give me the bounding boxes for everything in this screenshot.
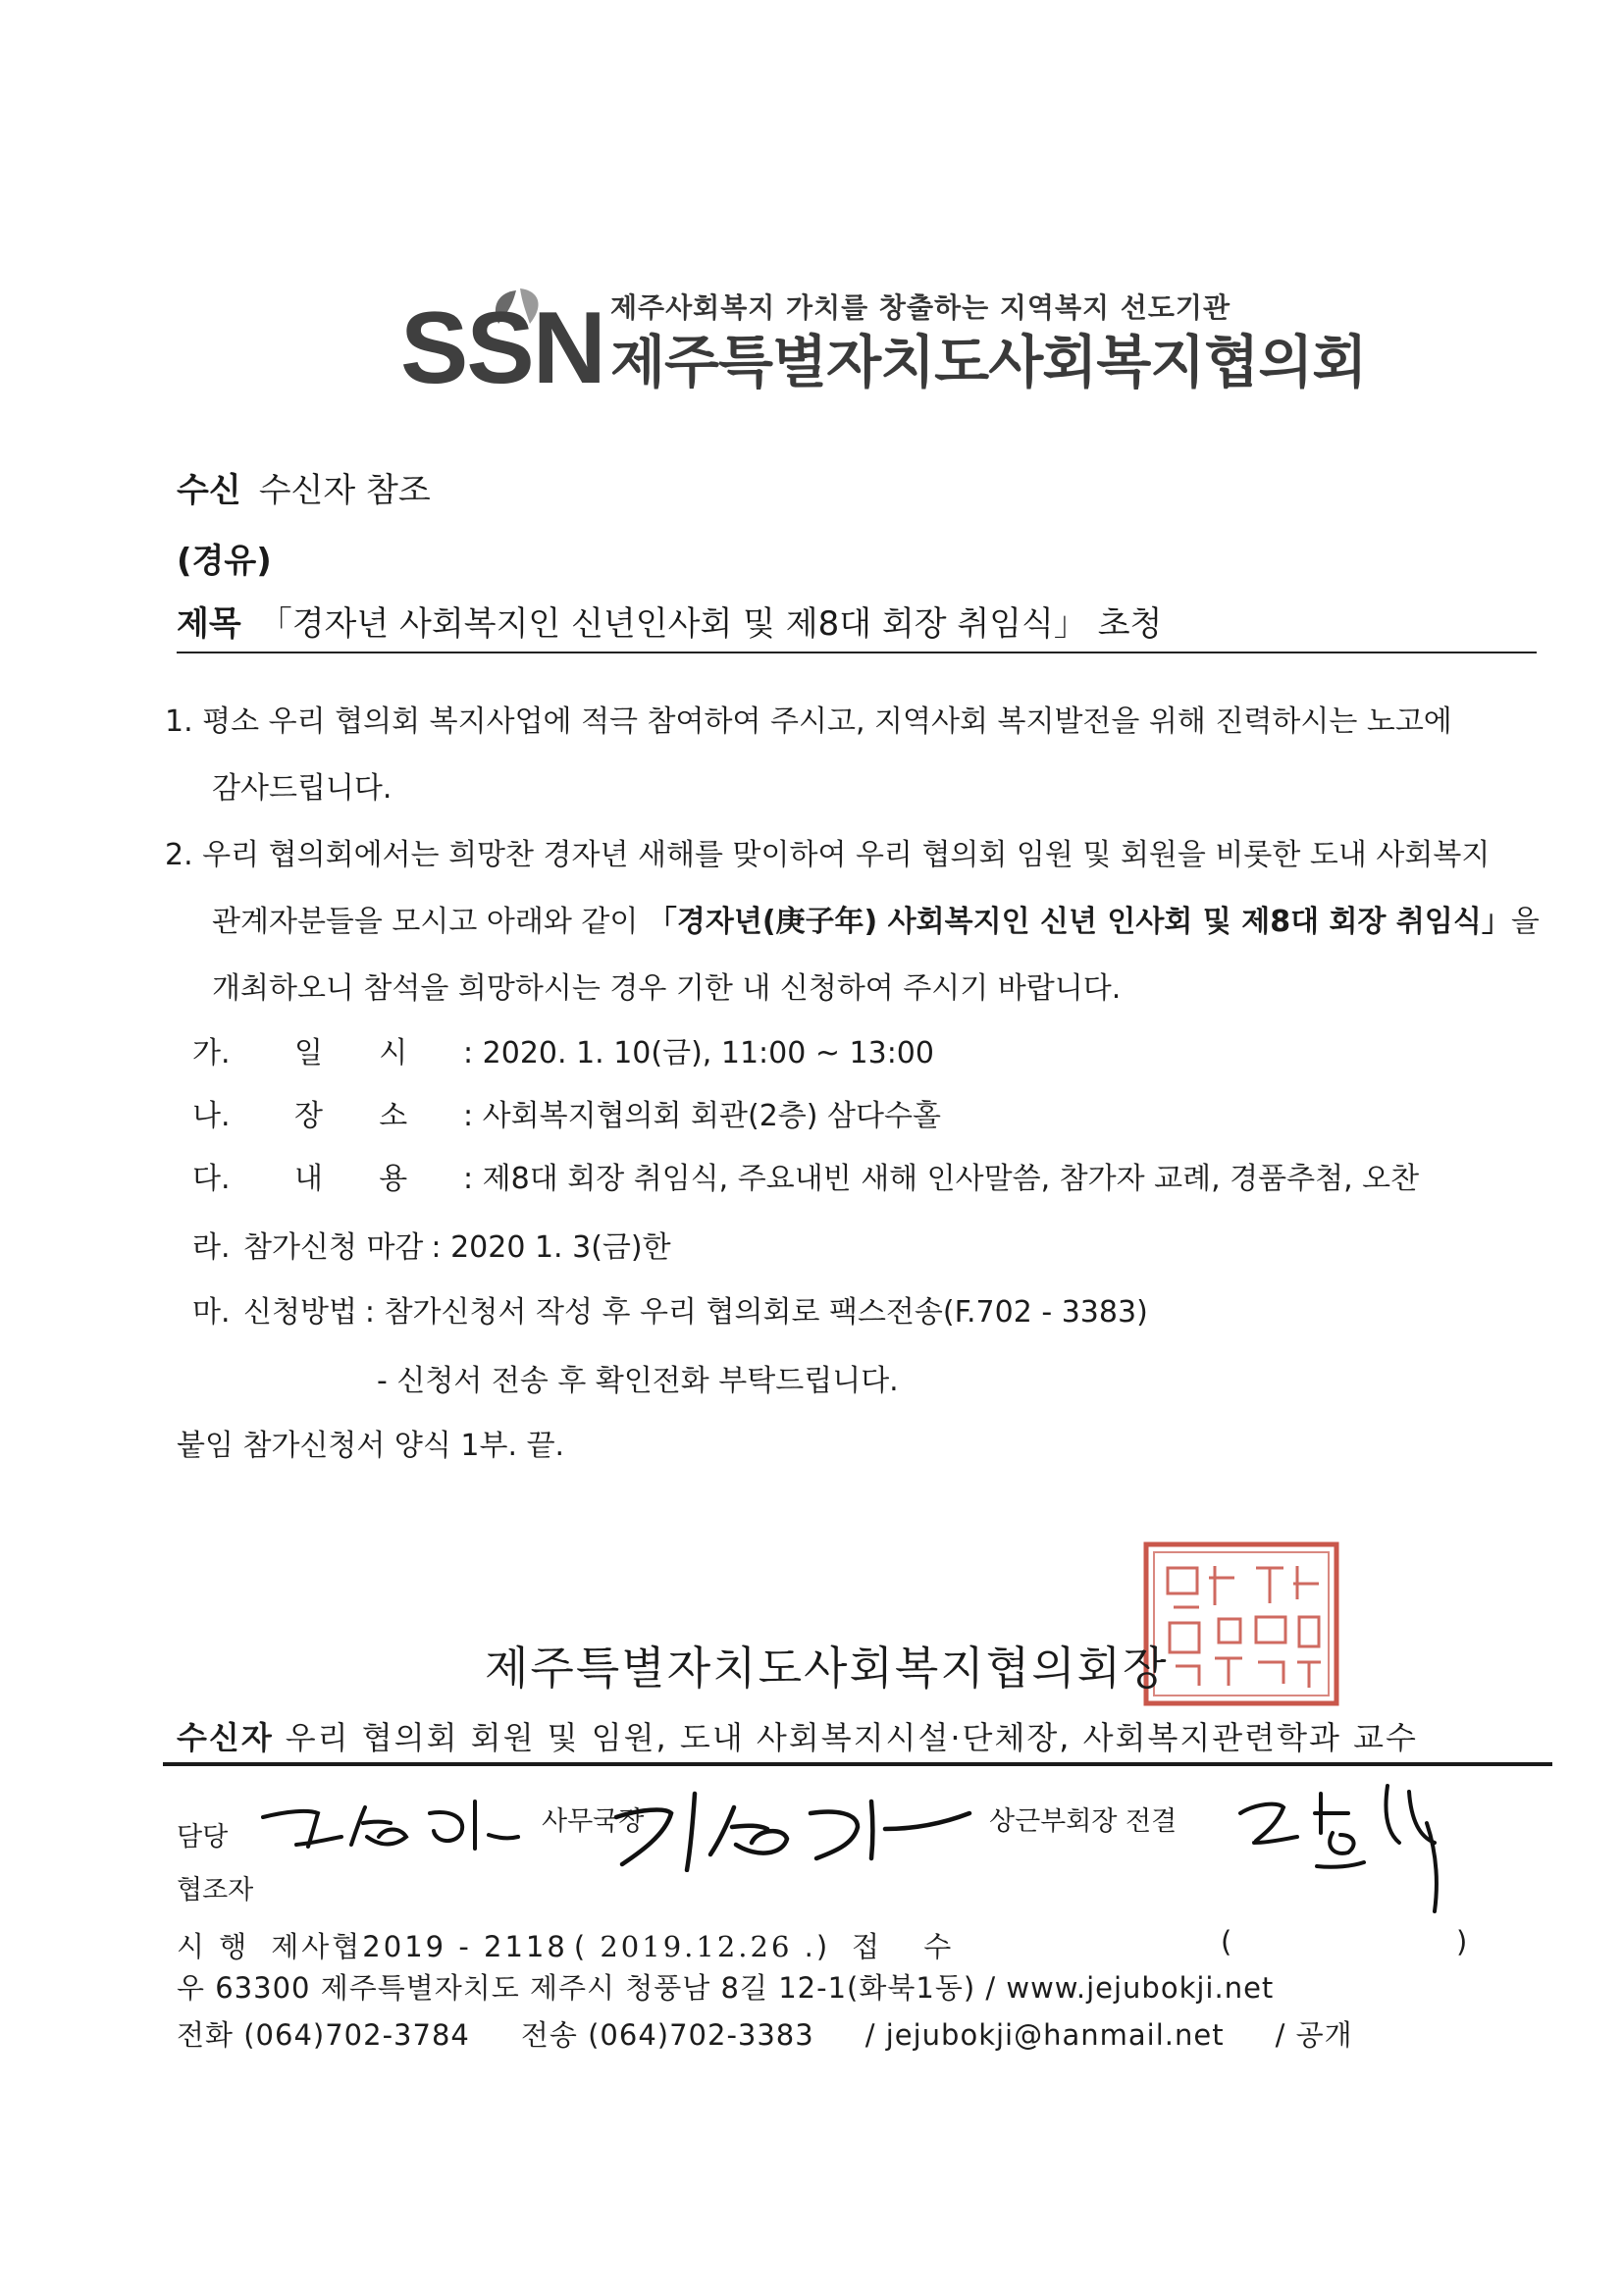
contact-line bbox=[177, 2013, 1353, 2054]
item-marker: 가. bbox=[192, 1036, 231, 1070]
signature-vicechair bbox=[1227, 1774, 1462, 1921]
subject-value: 「경자년 사회복지인 신년인사회 및 제8대 회장 취임식」 초청 bbox=[258, 604, 1163, 644]
event-title: 「경자년(庚子年) 사회복지인 신년 인사회 및 제8대 회장 취임식」 bbox=[647, 905, 1511, 939]
subject-row bbox=[177, 602, 1162, 646]
logo-text: SSN bbox=[400, 291, 604, 405]
document-number: 제사협2019 - 2118 bbox=[271, 1930, 568, 1963]
item-value: : 제8대 회장 취임식, 주요내빈 새해 인사말씀, 참가자 교례, 경품추첨, 오찬 bbox=[463, 1162, 1420, 1196]
signature-director bbox=[601, 1784, 973, 1872]
item-key: 참가신청 마감 bbox=[243, 1230, 424, 1265]
list-item bbox=[192, 1228, 671, 1268]
paragraph-1-line-1: 1. 평소 우리 협의회 복지사업에 적극 참여하여 주시고, 지역사회 복지발전을 위해 진력하시는 노고에 bbox=[165, 704, 1452, 739]
enforcement-row: 시 행 제사협2019 - 2118 ( 2019.12.26 .) bbox=[177, 1930, 831, 1963]
distribution-row bbox=[177, 1713, 1418, 1758]
charge-label: 담당 bbox=[177, 1822, 229, 1852]
paragraph-2-text: 관계자분들을 모시고 아래와 같이 bbox=[212, 905, 648, 939]
distribution-value: 우리 협의회 회원 및 임원, 도내 사회복지시설·단체장, 사회복지관련학과 교수 bbox=[285, 1719, 1418, 1756]
subject-label: 제목 bbox=[177, 604, 241, 644]
item-marker: 라. bbox=[192, 1230, 231, 1265]
sender-name: 제주특별자치도사회복지협의회장 bbox=[485, 1642, 1169, 1695]
fax: 전송 (064)702-3383 bbox=[520, 2018, 814, 2052]
vicechair-label: 상근부회장 전결 bbox=[989, 1806, 1178, 1837]
receipt-label: 접 수 bbox=[852, 1930, 969, 1963]
item-value: : 사회복지협의회 회관(2층) 삼다수홀 bbox=[463, 1099, 941, 1133]
list-item bbox=[192, 1293, 1148, 1332]
list-item bbox=[192, 1034, 934, 1073]
org-name-header: 제주특별자치도사회복지협의회 bbox=[610, 329, 1367, 395]
divider bbox=[177, 652, 1537, 653]
item-value: : 2020 1. 3(금)한 bbox=[431, 1230, 671, 1265]
paragraph-2-line-2 bbox=[212, 903, 1540, 942]
paragraph-2-line-1: 2. 우리 협의회에서는 희망찬 경자년 새해를 맞이하여 우리 협의회 임원 및 회원을 비롯한 도내 사회복지 bbox=[165, 838, 1491, 872]
item-key: 일 시 bbox=[294, 1036, 408, 1070]
signature-charge bbox=[257, 1788, 522, 1856]
list-item bbox=[192, 1097, 941, 1136]
enforcement-date: 2019.12.26 bbox=[600, 1930, 793, 1963]
receipt-paren-open: ( bbox=[1221, 1925, 1232, 1958]
slogan: 제주사회복지 가치를 창출하는 지역복지 선도기관 bbox=[610, 291, 1231, 324]
item-note: - 신청서 전송 후 확인전화 부탁드립니다. bbox=[377, 1364, 899, 1398]
item-key: 장 소 bbox=[294, 1099, 408, 1133]
receipt-paren-close: ) bbox=[1456, 1925, 1468, 1958]
cooperator-label: 협조자 bbox=[177, 1875, 254, 1905]
item-marker: 마. bbox=[192, 1295, 231, 1330]
via-row: (경유) bbox=[177, 542, 272, 581]
item-key: 내 용 bbox=[294, 1162, 408, 1196]
item-value: : 참가신청서 작성 후 우리 협의회로 팩스전송(F.702 - 3383) bbox=[364, 1295, 1148, 1330]
phone: 전화 (064)702-3784 bbox=[177, 2018, 470, 2052]
address-line: 우 63300 제주특별자치도 제주시 청풍남 8길 12-1(화북1동) / www.jejubokji.net bbox=[177, 1971, 1275, 2005]
distribution-label: 수신자 bbox=[177, 1719, 274, 1756]
attachment-line: 붙임 참가신청서 양식 1부. 끝. bbox=[177, 1429, 565, 1463]
recipient-label: 수신 bbox=[177, 471, 241, 510]
recipient-value: 수신자 참조 bbox=[258, 471, 431, 510]
recipient-row bbox=[177, 469, 431, 512]
email-link[interactable]: / jejubokji@hanmail.net bbox=[864, 2018, 1225, 2052]
enforcement-label: 시 행 bbox=[177, 1930, 250, 1963]
list-item bbox=[192, 1160, 1419, 1199]
official-seal-stamp bbox=[1140, 1539, 1342, 1709]
divider bbox=[163, 1762, 1552, 1766]
paragraph-2-line-3: 개최하오니 참석을 희망하시는 경우 기한 내 신청하여 주시기 바랍니다. bbox=[212, 971, 1122, 1006]
item-marker: 다. bbox=[192, 1162, 231, 1196]
disclosure: / 공개 bbox=[1275, 2018, 1353, 2052]
item-value: : 2020. 1. 10(금), 11:00 ~ 13:00 bbox=[463, 1036, 934, 1070]
paragraph-1-line-2: 감사드립니다. bbox=[212, 771, 393, 806]
item-key: 신청방법 bbox=[243, 1295, 357, 1330]
item-marker: 나. bbox=[192, 1099, 231, 1133]
director-label: 사무국장 bbox=[542, 1806, 645, 1837]
paragraph-2-text-end: 을 bbox=[1510, 905, 1540, 939]
